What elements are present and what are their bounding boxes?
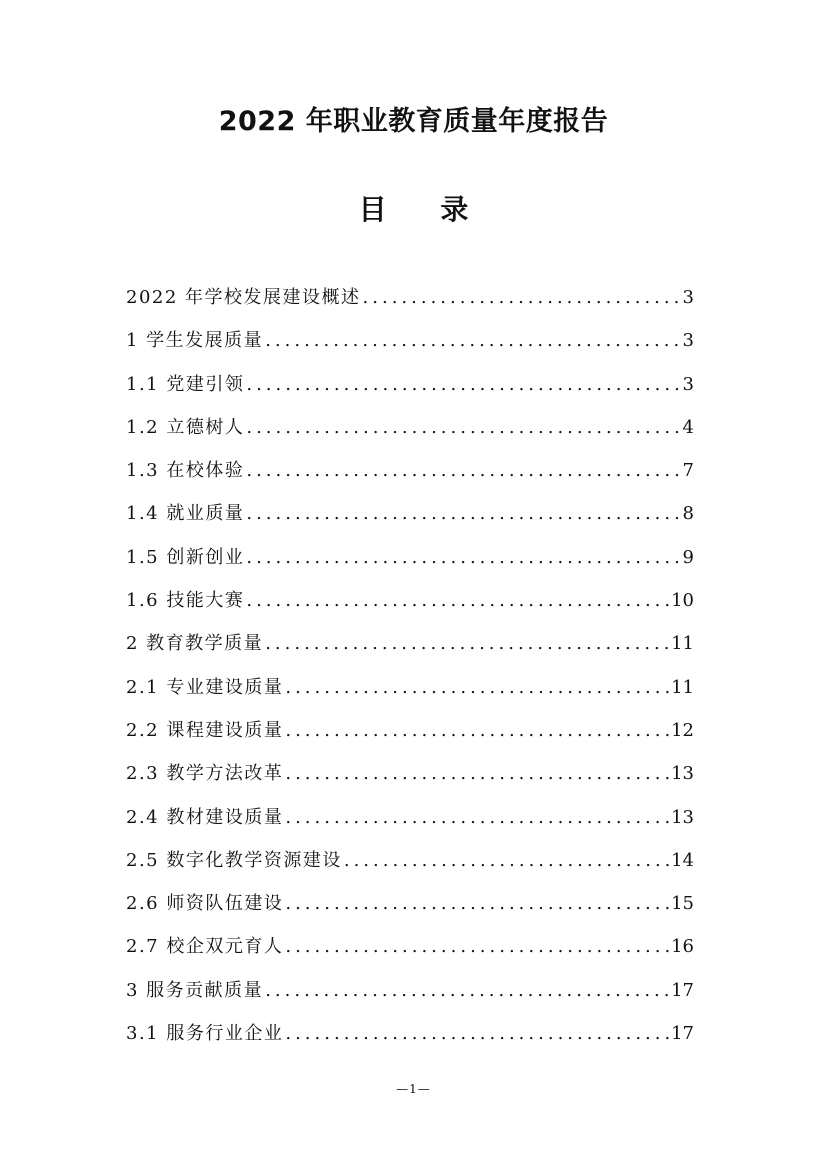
toc-entry-label: 2.1 专业建设质量 <box>126 676 284 698</box>
toc-entry-page: 15 <box>671 893 694 915</box>
toc-entry-page: 16 <box>671 936 694 958</box>
table-of-contents <box>126 276 694 1055</box>
toc-leader-dots <box>285 796 669 839</box>
toc-entry-label: 1 学生发展质量 <box>126 330 264 352</box>
toc-entry[interactable] <box>126 406 694 449</box>
toc-entry-label: 3.1 服务行业企业 <box>126 1023 284 1045</box>
toc-entry-label: 1.1 党建引领 <box>126 373 245 395</box>
document-title: 2022 年职业教育质量年度报告 <box>218 106 609 137</box>
toc-leader-dots <box>285 752 669 795</box>
toc-entry[interactable] <box>126 363 694 406</box>
toc-entry-label: 1.2 立德树人 <box>126 416 245 438</box>
toc-entry-label: 2 教育教学质量 <box>126 633 264 655</box>
toc-entry-label: 2022 年学校发展建设概述 <box>126 287 361 308</box>
toc-entry-page: 12 <box>671 719 694 741</box>
toc-entry-page: 13 <box>671 806 694 828</box>
toc-entry-page: 9 <box>682 546 694 568</box>
toc-heading: 目 录 <box>358 193 491 226</box>
toc-entry[interactable] <box>126 492 694 535</box>
toc-entry[interactable] <box>126 276 694 319</box>
toc-entry[interactable] <box>126 622 694 665</box>
toc-leader-dots <box>246 492 680 535</box>
toc-entry-label: 2.6 师资队伍建设 <box>126 893 284 915</box>
toc-entry-page: 14 <box>671 849 694 871</box>
toc-leader-dots <box>265 319 680 362</box>
toc-entry-label: 2.7 校企双元育人 <box>126 936 284 958</box>
toc-leader-dots <box>363 276 681 319</box>
toc-leader-dots <box>246 449 680 492</box>
toc-leader-dots <box>265 622 669 665</box>
toc-entry[interactable] <box>126 666 694 709</box>
toc-leader-dots <box>285 882 669 925</box>
toc-entry[interactable] <box>126 796 694 839</box>
toc-entry-page: 13 <box>671 763 694 785</box>
toc-entry-page: 11 <box>671 676 694 698</box>
toc-leader-dots <box>246 536 680 579</box>
toc-entry-label: 2.4 教材建设质量 <box>126 806 284 828</box>
toc-entry-label: 1.5 创新创业 <box>126 546 245 568</box>
toc-leader-dots <box>246 579 669 622</box>
toc-leader-dots <box>246 406 680 449</box>
toc-entry-page: 3 <box>682 287 694 308</box>
toc-leader-dots <box>344 839 669 882</box>
toc-entry-page: 10 <box>671 590 694 612</box>
toc-entry-page: 17 <box>671 979 694 1001</box>
toc-entry[interactable] <box>126 969 694 1012</box>
toc-entry-label: 3 服务贡献质量 <box>126 979 264 1001</box>
toc-entry-label: 2.3 教学方法改革 <box>126 763 284 785</box>
toc-entry[interactable] <box>126 319 694 362</box>
toc-leader-dots <box>285 666 669 709</box>
toc-leader-dots <box>285 1012 669 1055</box>
toc-leader-dots <box>246 363 680 406</box>
toc-leader-dots <box>285 709 669 752</box>
toc-entry[interactable] <box>126 579 694 622</box>
toc-entry[interactable] <box>126 1012 694 1055</box>
toc-entry-label: 2.2 课程建设质量 <box>126 719 284 741</box>
toc-leader-dots <box>265 969 669 1012</box>
toc-entry-page: 11 <box>671 633 694 655</box>
toc-entry[interactable] <box>126 839 694 882</box>
page-number: —1— <box>396 1082 431 1096</box>
toc-entry[interactable] <box>126 925 694 968</box>
toc-entry-label: 1.3 在校体验 <box>126 460 245 482</box>
toc-entry-page: 4 <box>682 416 694 438</box>
toc-entry-page: 17 <box>671 1023 694 1045</box>
toc-entry-label: 1.6 技能大赛 <box>126 590 245 612</box>
toc-entry-page: 3 <box>682 373 694 395</box>
toc-entry[interactable] <box>126 882 694 925</box>
toc-entry[interactable] <box>126 449 694 492</box>
toc-entry-page: 7 <box>682 460 694 482</box>
toc-entry[interactable] <box>126 709 694 752</box>
toc-entry-label: 2.5 数字化教学资源建设 <box>126 849 342 871</box>
toc-entry-label: 1.4 就业质量 <box>126 503 245 525</box>
toc-entry[interactable] <box>126 536 694 579</box>
toc-leader-dots <box>285 925 669 968</box>
toc-entry-page: 3 <box>682 330 694 352</box>
toc-entry[interactable] <box>126 752 694 795</box>
toc-entry-page: 8 <box>682 503 694 525</box>
